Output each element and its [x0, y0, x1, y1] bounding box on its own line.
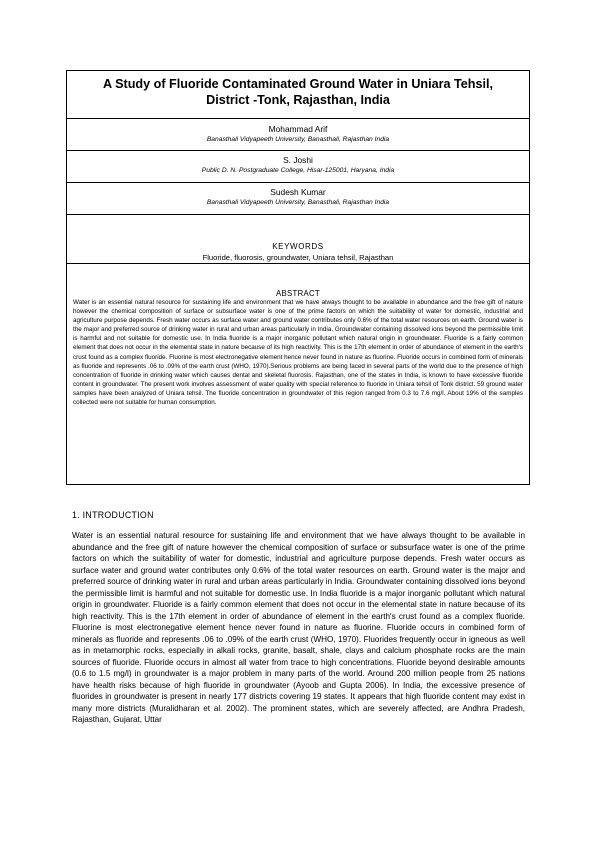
- title-line-2: District -Tonk, Rajasthan, India: [206, 93, 390, 107]
- author-block-1: [67, 119, 529, 151]
- author-name: S. Joshi: [283, 155, 313, 165]
- author-block-3: [67, 183, 529, 215]
- author-name: Sudesh Kumar: [270, 187, 326, 197]
- author-block-2: [67, 151, 529, 183]
- abstract-heading: ABSTRACT: [276, 289, 320, 298]
- paper-title: [67, 71, 529, 119]
- keywords-list: Fluoride, fluorosis, groundwater, Uniara tehsil, Rajasthan: [202, 253, 394, 262]
- section-heading-introduction: 1. INTRODUCTION: [72, 510, 154, 520]
- keywords-section: [67, 215, 529, 264]
- author-name: Mohammad Arif: [268, 124, 328, 134]
- abstract-text: Water is an essential natural resource for sustaining life and environment that we have always thought to be available in abundance and the free gift of nature however the chemical composition of surface or subsurface water is one of the prime factors on which the suitability of water for domestic, industrial and agriculture purpose depends. Fresh water occurs as surface water and ground water contributes only 0.6% of the total water resources on earth. Ground water is the major and preferred source of drinking water in rural and urban areas particularly in India. Groundwater containing dissolved ions beyond the permissible limit is harmful and not suitable for domestic use. In India fluoride is a major inorganic pollutant which natural origin in groundwater. Fluoride is a fairly common element that does not occur in the elemental state in nature because of its high reactivity. This is the 17th element in order of abundance of element in the earth's crust found as a complex fluoride. Fluorine is most electronegative element hence never found in nature as fluorine. Fluoride occurs in combined form of minerals as fluoride and represents .06 to .09% of the earth crust (WHO, 1970).Serious problems are being faced in several parts of the world due to the presence of high concentration of fluoride in drinking water which causes dental and skeletal fluorosis. Rajasthan, one of the states in India, is known to have excessive fluoride content in groundwater. The present work involves assessment of water quality with special reference to fluoride in Uniara tehsil of Tonk district. 59 ground water samples have been analyzed of Uniara tehsil. The fluoride concentration in groundwater of this region ranged from 0.3 to 7.6 mg/l. About 19% of the samples collected were not suitable for human consumption.: [73, 299, 523, 407]
- abstract-section: [67, 264, 529, 485]
- author-affiliation: Public D. N. Postgraduate College, Hisar-125001, Haryana, India: [201, 167, 395, 174]
- author-affiliation: Banasthali Vidyapeeth University, Banasthali, Rajasthan India: [206, 199, 390, 206]
- author-affiliation: Banasthali Vidyapeeth University, Banasthali, Rajasthan India: [206, 136, 390, 143]
- header-box: [66, 70, 530, 485]
- keywords-heading: KEYWORDS: [272, 242, 324, 251]
- introduction-text: Water is an essential natural resource for sustaining life and environment that we have always thought to be available in abundance and the free gift of nature however the chemical composition of surface or subsurface water is one of the prime factors on which the suitability of water for domestic, industrial and agriculture purpose depends. Fresh water occurs as surface water and ground water contributes only 0.6% of the total water resources on earth. Ground water is the major and preferred source of drinking water in rural and urban areas particularly in India. Groundwater containing dissolved ions beyond the permissible limit is harmful and not suitable for domestic use. In India fluoride is a major inorganic pollutant which natural origin in groundwater. Fluoride is a fairly common element that does not occur in the elemental state in nature because of its high reactivity. This is the 17th element in order of abundance of element in the earth's crust found as a complex fluoride. Fluorine is most electronegative element hence never found in nature as fluorine. Fluoride occurs in combined form of minerals as fluoride and represents .06 to .09% of the earth crust (WHO, 1970). Fluorides frequently occur in igneous as well as in metamorphic rocks, especially in alkali rocks, granite, basalt, shale, clays and calcium phosphate rocks are the main sources of fluoride. Fluoride occurs in almost all water from trace to high concentrations. Fluoride beyond desirable amounts (0.6 to 1.5 mg/l) in groundwater is a major problem in many parts of the world. Around 200 million people from 25 nations have health risks because of high fluoride in groundwater (Ayoob and Gupta 2006). In India, the excessive presence of fluorides in groundwater is present in nearly 177 districts covering 19 states. It appears that high fluoride content may exist in many more districts (Muralidharan et al. 2002). The prominent states, which are severely affected, are Andhra Pradesh, Rajasthan, Gujarat, Uttar: [72, 531, 525, 724]
- title-line-1: A Study of Fluoride Contaminated Ground Water in Uniara Tehsil,: [103, 77, 493, 91]
